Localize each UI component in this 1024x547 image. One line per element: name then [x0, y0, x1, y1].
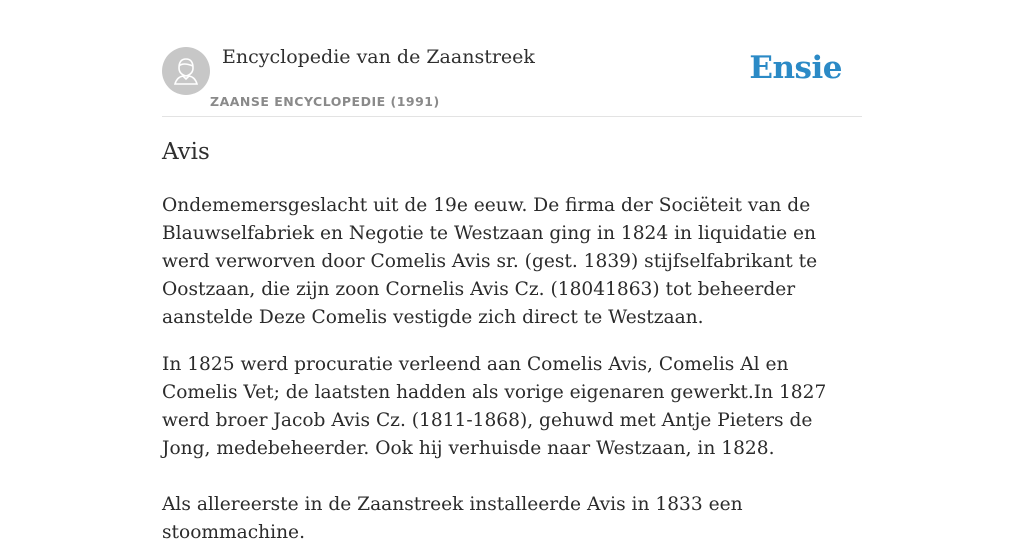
entry-paragraph: In 1825 werd procuratie verleend aan Comelis Avis, Comelis Al en Comelis Vet; de laatsten hadden als vorige eigenaren gewerkt.In 1827 werd broer Jacob Avis Cz. (1811-1868), gehuwd met Antje Pieters de Jong, medebeheerder. Ook hij verhuisde naar Westzaan, in 1828.	[162, 354, 827, 459]
entry-paragraph: Ondememersgeslacht uit de 19e eeuw. De firma der Sociëteit van de Blauwselfabriek en Negotie te Westzaan ging in 1824 in liquidatie en werd verworven door Comelis Avis sr. (gest. 1839) stijfselfabrikant te Oostzaan, die zijn zoon Cornelis Avis Cz. (18041863) tot beheerder aanstelde Deze Comelis vestigde zich direct te Westzaan.	[162, 195, 818, 328]
entry-title: Avis	[162, 139, 210, 165]
page-content	[162, 0, 862, 543]
brand-logo[interactable]: Ensie	[749, 50, 842, 86]
source-header	[162, 0, 862, 117]
user-icon[interactable]	[162, 47, 210, 95]
entry-paragraph: Als allereerste in de Zaanstreek installeerde Avis in 1833 een stoommachine.	[162, 494, 743, 543]
source-title[interactable]: Encyclopedie van de Zaanstreek	[222, 46, 535, 68]
source-subtitle: ZAANSE ENCYCLOPEDIE (1991)	[210, 94, 440, 109]
